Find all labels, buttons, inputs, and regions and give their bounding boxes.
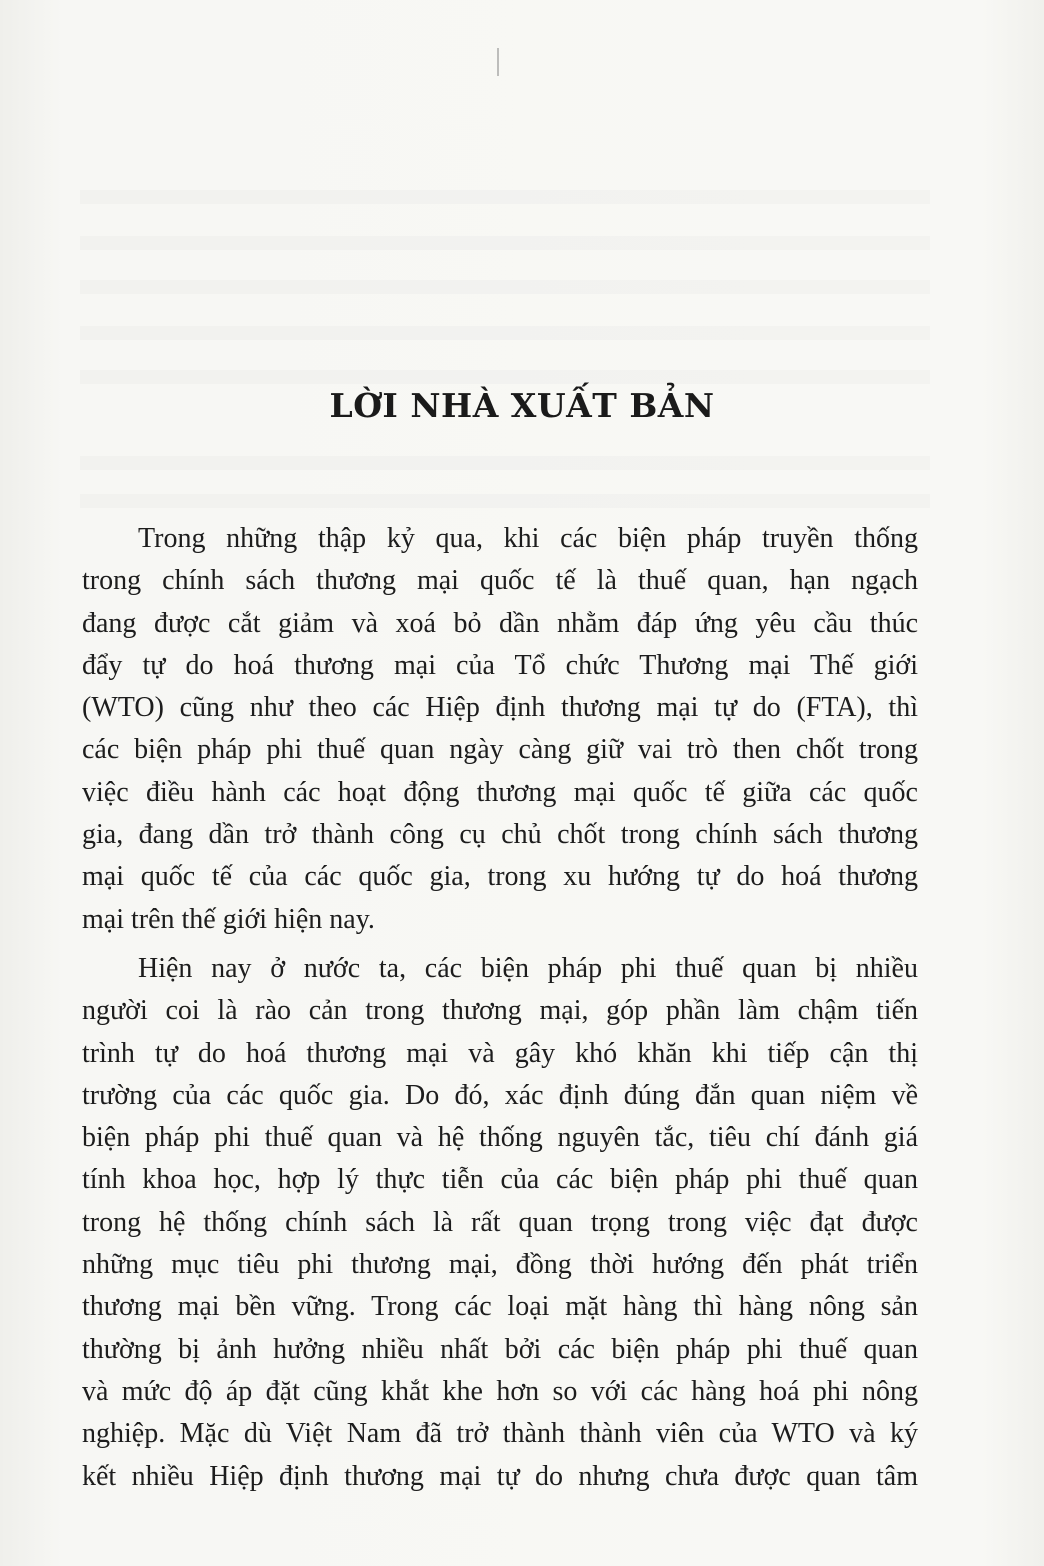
bleed-through-texture xyxy=(80,236,930,250)
text-line: gia, đang dần trở thành công cụ chủ chốt trong chính sách thương xyxy=(82,819,918,851)
text-line: các biện pháp phi thuế quan ngày càng giữ vai trò then chốt trong xyxy=(82,734,918,766)
text-line: (WTO) cũng như theo các Hiệp định thương mại tự do (FTA), thì xyxy=(82,692,918,724)
text-line: những mục tiêu phi thương mại, đồng thời hướng đến phát triển xyxy=(82,1249,918,1281)
bleed-through-texture xyxy=(80,456,930,470)
paragraph-1 xyxy=(82,518,918,941)
text-line: thường bị ảnh hưởng nhiều nhất bởi các biện pháp phi thuế quan xyxy=(82,1333,918,1365)
text-line: tính khoa học, hợp lý thực tiễn của các biện pháp phi thuế quan xyxy=(82,1164,918,1196)
text-line: mại quốc tế của các quốc gia, trong xu hướng tự do hoá thương xyxy=(82,861,918,893)
text-line: trong chính sách thương mại quốc tế là thuế quan, hạn ngạch xyxy=(82,565,918,597)
body-text xyxy=(82,518,918,1498)
paragraph-2 xyxy=(82,948,918,1498)
text-line: Hiện nay ở nước ta, các biện pháp phi thuế quan bị nhiều xyxy=(138,952,918,984)
text-line: người coi là rào cản trong thương mại, góp phần làm chậm tiến xyxy=(82,995,918,1027)
text-line: trình tự do hoá thương mại và gây khó khăn khi tiếp cận thị xyxy=(82,1037,918,1069)
text-line: đang được cắt giảm và xoá bỏ dần nhằm đáp ứng yêu cầu thúc xyxy=(82,607,918,639)
text-line: Trong những thập kỷ qua, khi các biện pháp truyền thống xyxy=(138,523,918,554)
page-crease-mark xyxy=(497,48,499,76)
text-line: mại trên thế giới hiện nay. xyxy=(82,903,375,935)
paragraph-gap xyxy=(82,941,918,948)
text-line: việc điều hành các hoạt động thương mại quốc tế giữa các quốc xyxy=(82,776,918,808)
text-line: thương mại bền vững. Trong các loại mặt hàng thì hàng nông sản xyxy=(82,1291,918,1323)
bleed-through-texture xyxy=(80,494,930,508)
text-line: trong hệ thống chính sách là rất quan trọng trong việc đạt được xyxy=(82,1206,918,1238)
text-line: kết nhiều Hiệp định thương mại tự do nhưng chưa được quan tâm xyxy=(82,1460,918,1492)
bleed-through-texture xyxy=(80,326,930,340)
bleed-through-texture xyxy=(80,190,930,204)
text-line: biện pháp phi thuế quan và hệ thống nguyên tắc, tiêu chí đánh giá xyxy=(82,1122,918,1154)
text-line: đẩy tự do hoá thương mại của Tổ chức Thương mại Thế giới xyxy=(82,649,918,681)
page-title: LỜI NHÀ XUẤT BẢN xyxy=(329,386,715,425)
bleed-through-texture xyxy=(80,370,930,384)
bleed-through-texture xyxy=(80,280,930,294)
text-line: nghiệp. Mặc dù Việt Nam đã trở thành thành viên của WTO và ký xyxy=(82,1418,918,1450)
text-line: trường của các quốc gia. Do đó, xác định đúng đắn quan niệm về xyxy=(82,1079,918,1111)
text-line: và mức độ áp đặt cũng khắt khe hơn so với các hàng hoá phi nông xyxy=(82,1375,918,1407)
